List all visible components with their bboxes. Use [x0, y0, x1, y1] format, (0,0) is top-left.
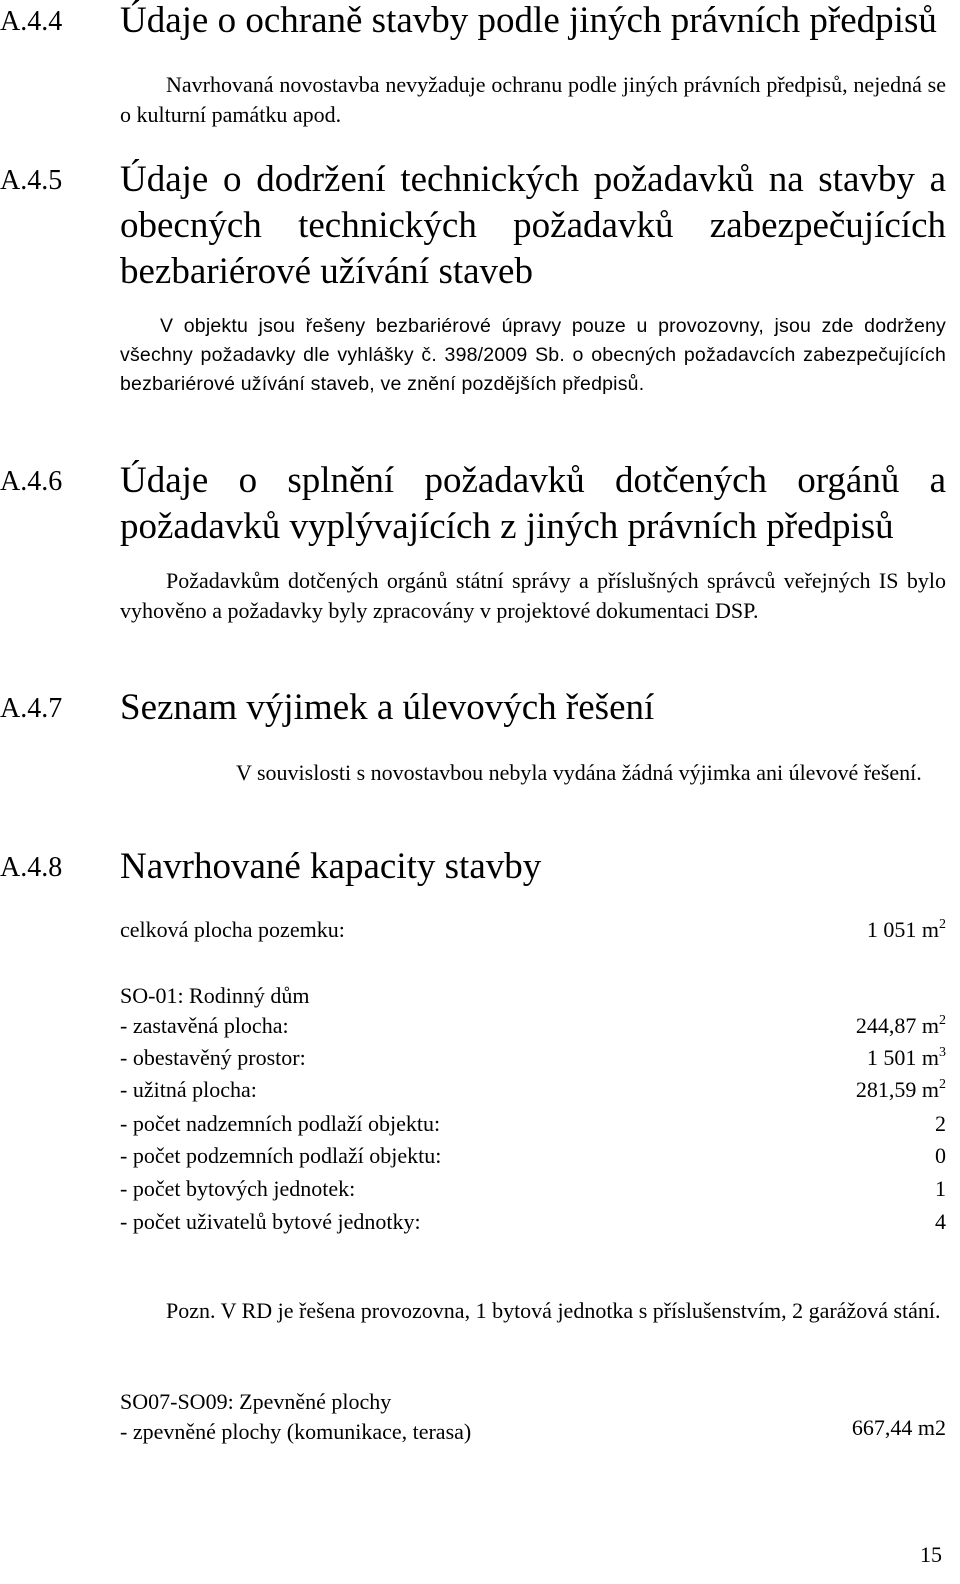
- section-title: Údaje o ochraně stavby podle jiných právních předpisů: [120, 0, 937, 41]
- table-row: - počet uživatelů bytové jednotky: 4: [120, 1209, 946, 1234]
- section-title: Údaje o dodržení technických požadavků na stavby a obecných technických požadavků zabezpečujících bezbariérové užívání staveb: [120, 159, 946, 292]
- plot-area-value: 1 051 $m^2$: [866, 917, 946, 942]
- paragraph: V souvislosti s novostavbou nebyla vydána žádná výjimka ani úlevové řešení.: [236, 760, 922, 785]
- section-number: A.4.6: [0, 466, 63, 497]
- section-title: Navrhované kapacity stavby: [120, 846, 542, 887]
- page-number: 15: [920, 1542, 942, 1567]
- section-number: A.4.7: [0, 693, 63, 724]
- table-row: - obestavěný prostor: 1 501 $m^3$: [120, 1045, 946, 1070]
- section-number: A.4.4: [0, 6, 63, 37]
- plot-area-label: celková plocha pozemku:: [120, 917, 345, 942]
- so01-heading: SO-01: Rodinný dům: [120, 983, 310, 1008]
- paragraph: V objektu jsou řešeny bezbariérové úpravy pouze u provozovny, jsou zde dodrženy všechny požadavky dle vyhlášky č. 398/2009 Sb. o obecných požadavcích zabezpečujících bezbariérové užívání staveb, ve znění pozdějších předpisů.: [120, 315, 946, 395]
- table-row: - zastavěná plocha: 244,87 $m^2$: [120, 1013, 946, 1038]
- paragraph: Navrhovaná novostavba nevyžaduje ochranu podle jiných právních předpisů, nejedná se o kulturní památku apod.: [120, 72, 946, 127]
- section-title: Údaje o splnění požadavků dotčených orgánů a požadavků vyplývajících z jiných právních předpisů: [120, 460, 946, 547]
- table-row: - počet podzemních podlaží objektu: 0: [120, 1143, 946, 1168]
- table-row: - užitná plocha: 281,59 $m^2$: [120, 1077, 946, 1102]
- table-row: - zpevněné plochy (komunikace, terasa) 667,44 m2: [120, 1415, 946, 1444]
- note-paragraph: Pozn. V RD je řešena provozovna, 1 bytová jednotka s příslušenstvím, 2 garážová stání.: [166, 1298, 941, 1323]
- table-row: - počet nadzemních podlaží objektu: 2: [120, 1111, 946, 1136]
- section-title: Seznam výjimek a úlevových řešení: [120, 687, 655, 728]
- table-row: - počet bytových jednotek: 1: [120, 1176, 946, 1201]
- section-number: A.4.8: [0, 852, 63, 883]
- plot-area-row: [120, 916, 946, 944]
- so07-heading: SO07-SO09: Zpevněné plochy: [120, 1389, 392, 1414]
- section-number: A.4.5: [0, 165, 63, 196]
- paragraph: Požadavkům dotčených orgánů státní správy a příslušných správců veřejných IS bylo vyhověno a požadavky byly zpracovány v projektové dokumentaci DSP.: [120, 568, 946, 623]
